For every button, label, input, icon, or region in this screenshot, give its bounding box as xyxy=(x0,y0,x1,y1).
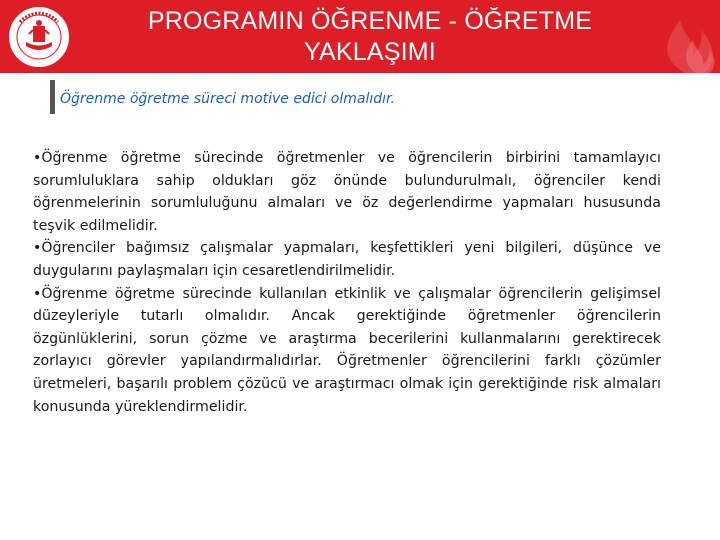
paragraph-2: •Öğrenciler bağımsız çalışmalar yapmaları, keşfettikleri yeni bilgileri, düşünce ve duygularını paylaşmaları için cesaretlendirilmelidir. xyxy=(33,240,661,279)
content-body xyxy=(33,147,661,418)
page-title: PROGRAMIN ÖĞRENME - ÖĞRETME YAKLAŞIMI xyxy=(147,7,593,66)
flame-decoration-icon xyxy=(625,0,720,73)
ministry-of-education-seal-icon xyxy=(6,4,72,70)
subtitle: Öğrenme öğretme süreci motive edici olmalıdır. xyxy=(60,91,395,107)
paragraph-1: •Öğrenme öğretme sürecinde öğretmenler ve öğrencilerin birbirini tamamlayıcı sorumluluklara sahip oldukları göz önünde bulundurulmalı, öğrenciler kendi öğrenmelerinin sorumluluğunu almaları ve öz değerlendirme yapmaları hususunda teşvik edilmelidir. xyxy=(33,150,661,234)
subtitle-accent-bar xyxy=(50,80,55,114)
header-banner xyxy=(0,0,720,73)
paragraph-3: •Öğrenme öğretme sürecinde kullanılan etkinlik ve çalışmalar öğrencilerin gelişimsel düzeyleriyle tutarlı olmalıdır. Ancak gerektiğinde öğretmenler öğrencilerin özgünlüklerini, sorun çözme ve araştırma becerilerini kullanmalarını gerektirecek zorlayıcı görevler yapılandırmalıdırlar. Öğretmenler öğrencilerini farklı çözümler üretmeleri, başarılı problem çözücü ve araştırmacı olmak için gerektiğinde risk almaları konusunda yüreklendirmelidir. xyxy=(33,285,661,415)
